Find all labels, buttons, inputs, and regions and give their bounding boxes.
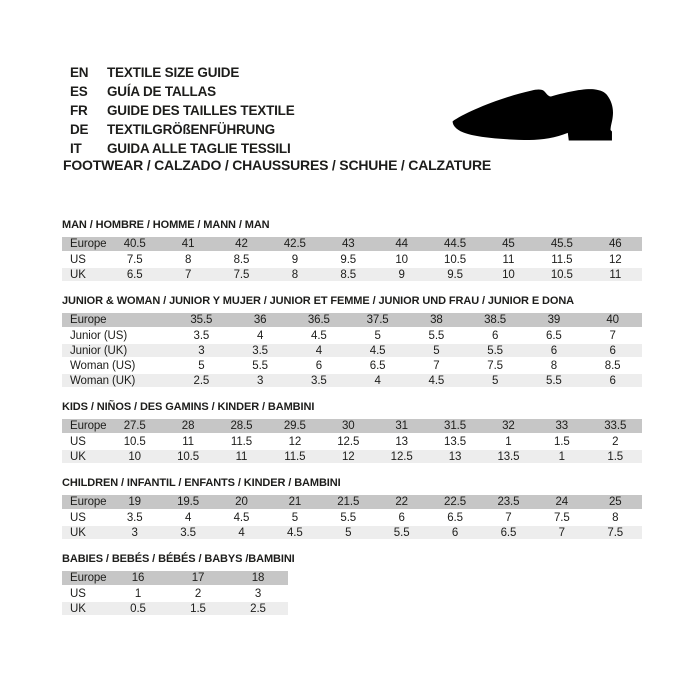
size-table-title: JUNIOR & WOMAN / JUNIOR Y MUJER / JUNIOR ET FEMME / JUNIOR UND FRAU / JUNIOR E DONA xyxy=(62,295,575,307)
size-cell: 17 xyxy=(168,571,228,586)
size-cell: 4.5 xyxy=(407,373,466,388)
size-cell: 10.5 xyxy=(161,449,214,464)
size-cell: 3.5 xyxy=(172,328,231,343)
table-row xyxy=(62,343,642,358)
size-cell: 45.5 xyxy=(535,237,588,252)
size-cell: 10 xyxy=(482,267,535,282)
size-cell: 1 xyxy=(482,434,535,449)
language-title-list xyxy=(70,63,295,158)
size-cell: 2 xyxy=(589,434,642,449)
size-cell: 2 xyxy=(168,586,228,601)
row-label-cell: Junior (US) xyxy=(62,328,172,343)
size-cell: 6 xyxy=(583,373,642,388)
size-cell: 11 xyxy=(161,434,214,449)
size-table-section-junior-woman xyxy=(62,295,642,389)
language-row xyxy=(70,139,295,158)
size-cell: 5.5 xyxy=(322,510,375,525)
size-cell: 8.5 xyxy=(583,358,642,373)
size-cell: 5.5 xyxy=(466,343,525,358)
size-cell: 5 xyxy=(322,525,375,540)
size-cell: 25 xyxy=(589,495,642,510)
size-cell: 7 xyxy=(161,267,214,282)
size-table-title: CHILDREN / INFANTIL / ENFANTS / KINDER / BAMBINI xyxy=(62,477,341,489)
size-cell: 6.5 xyxy=(482,525,535,540)
table-row xyxy=(62,373,642,388)
size-cell: 19 xyxy=(108,495,161,510)
size-cell: 22 xyxy=(375,495,428,510)
row-label-cell: US xyxy=(62,510,108,525)
size-cell: 6 xyxy=(375,510,428,525)
row-label-cell: Europe xyxy=(62,571,108,586)
size-cell: 28 xyxy=(161,419,214,434)
table-row xyxy=(62,237,642,252)
size-table-man xyxy=(62,237,642,283)
row-label-cell: Woman (UK) xyxy=(62,373,172,388)
size-cell: 9.5 xyxy=(428,267,481,282)
size-cell: 9 xyxy=(375,267,428,282)
size-cell: 11 xyxy=(215,449,268,464)
size-cell: 10 xyxy=(375,252,428,267)
table-row xyxy=(62,586,288,601)
size-cell: 2.5 xyxy=(172,373,231,388)
size-cell: 1 xyxy=(535,449,588,464)
size-cell: 22.5 xyxy=(428,495,481,510)
size-cell: 11 xyxy=(482,252,535,267)
language-title: TEXTILE SIZE GUIDE xyxy=(107,65,240,80)
size-cell: 12.5 xyxy=(375,449,428,464)
row-label-cell: Europe xyxy=(62,419,108,434)
size-cell: 43 xyxy=(322,237,375,252)
size-cell: 3.5 xyxy=(108,510,161,525)
size-cell: 11.5 xyxy=(268,449,321,464)
size-cell: 10.5 xyxy=(535,267,588,282)
size-cell: 11.5 xyxy=(535,252,588,267)
size-cell: 6 xyxy=(583,343,642,358)
size-cell: 1 xyxy=(108,586,168,601)
row-label-cell: US xyxy=(62,252,108,267)
size-cell: 44 xyxy=(375,237,428,252)
table-row xyxy=(62,495,642,510)
size-cell: 20 xyxy=(215,495,268,510)
size-cell: 10.5 xyxy=(108,434,161,449)
size-cell: 6.5 xyxy=(108,267,161,282)
size-cell: 4.5 xyxy=(348,343,407,358)
row-label-cell: Woman (US) xyxy=(62,358,172,373)
language-title: GUÍA DE TALLAS xyxy=(107,84,216,99)
size-cell: 12 xyxy=(589,252,642,267)
size-table-section-babies xyxy=(62,553,642,617)
size-cell: 40.5 xyxy=(108,237,161,252)
row-label-cell: UK xyxy=(62,449,108,464)
size-cell: 36.5 xyxy=(290,313,349,328)
size-cell: 13 xyxy=(428,449,481,464)
size-cell: 6 xyxy=(428,525,481,540)
size-cell: 4 xyxy=(348,373,407,388)
size-cell: 7.5 xyxy=(215,267,268,282)
size-table-section-children xyxy=(62,477,642,541)
size-cell: 8 xyxy=(268,267,321,282)
size-cell: 28.5 xyxy=(215,419,268,434)
size-cell: 7 xyxy=(535,525,588,540)
size-cell: 1.5 xyxy=(168,601,228,616)
language-row xyxy=(70,82,295,101)
size-cell: 38 xyxy=(407,313,466,328)
size-cell: 3 xyxy=(228,586,288,601)
size-cell: 12.5 xyxy=(322,434,375,449)
size-cell: 3.5 xyxy=(161,525,214,540)
size-cell: 23.5 xyxy=(482,495,535,510)
size-table-kids xyxy=(62,419,642,465)
size-cell: 3.5 xyxy=(231,343,290,358)
size-table-babies xyxy=(62,571,288,617)
size-table-title: BABIES / BEBÉS / BÉBÉS / BABYS /BAMBINI xyxy=(62,553,295,565)
size-cell: 30 xyxy=(322,419,375,434)
size-cell: 6 xyxy=(466,328,525,343)
size-cell: 4.5 xyxy=(268,525,321,540)
size-cell: 9.5 xyxy=(322,252,375,267)
size-cell: 46 xyxy=(589,237,642,252)
size-cell: 31.5 xyxy=(428,419,481,434)
size-cell: 5.5 xyxy=(231,358,290,373)
size-cell: 24 xyxy=(535,495,588,510)
table-row xyxy=(62,358,642,373)
size-cell: 8 xyxy=(589,510,642,525)
size-cell: 7 xyxy=(583,328,642,343)
row-label-cell: Junior (UK) xyxy=(62,343,172,358)
table-row xyxy=(62,571,288,586)
size-cell: 5 xyxy=(466,373,525,388)
size-cell: 37.5 xyxy=(348,313,407,328)
size-cell: 4.5 xyxy=(290,328,349,343)
size-cell: 8.5 xyxy=(322,267,375,282)
size-table-children xyxy=(62,495,642,541)
size-cell: 13 xyxy=(375,434,428,449)
size-table-section-man xyxy=(62,219,642,283)
size-cell: 38.5 xyxy=(466,313,525,328)
size-cell: 35.5 xyxy=(172,313,231,328)
size-cell: 7.5 xyxy=(466,358,525,373)
language-code: ES xyxy=(70,84,88,99)
size-cell: 6.5 xyxy=(348,358,407,373)
row-label-cell: Europe xyxy=(62,313,172,328)
table-row xyxy=(62,434,642,449)
row-label-cell: US xyxy=(62,586,108,601)
size-cell: 10.5 xyxy=(428,252,481,267)
size-cell: 1.5 xyxy=(535,434,588,449)
table-row xyxy=(62,328,642,343)
size-cell: 33.5 xyxy=(589,419,642,434)
size-cell: 13.5 xyxy=(482,449,535,464)
size-cell: 6.5 xyxy=(525,328,584,343)
size-cell: 45 xyxy=(482,237,535,252)
size-cell: 2.5 xyxy=(228,601,288,616)
table-row xyxy=(62,601,288,616)
size-cell: 5 xyxy=(172,358,231,373)
row-label-cell: UK xyxy=(62,525,108,540)
size-cell: 31 xyxy=(375,419,428,434)
size-cell: 4 xyxy=(290,343,349,358)
size-cell: 33 xyxy=(535,419,588,434)
size-cell: 6 xyxy=(290,358,349,373)
size-cell: 3 xyxy=(231,373,290,388)
language-title: GUIDE DES TAILLES TEXTILE xyxy=(107,103,295,118)
language-row xyxy=(70,63,295,82)
size-cell: 7.5 xyxy=(535,510,588,525)
size-cell: 11.5 xyxy=(215,434,268,449)
size-cell: 42 xyxy=(215,237,268,252)
size-cell: 4 xyxy=(215,525,268,540)
size-cell: 32 xyxy=(482,419,535,434)
size-cell: 4 xyxy=(231,328,290,343)
size-cell: 5 xyxy=(268,510,321,525)
language-title: GUIDA ALLE TAGLIE TESSILI xyxy=(107,141,291,156)
language-title: TEXTILGRÖßENFÜHRUNG xyxy=(107,122,275,137)
size-cell: 0.5 xyxy=(108,601,168,616)
size-cell: 5.5 xyxy=(407,328,466,343)
size-table-title: MAN / HOMBRE / HOMME / MANN / MAN xyxy=(62,219,270,231)
language-row xyxy=(70,101,295,120)
size-cell: 3 xyxy=(172,343,231,358)
size-cell: 13.5 xyxy=(428,434,481,449)
size-cell: 27.5 xyxy=(108,419,161,434)
size-cell: 16 xyxy=(108,571,168,586)
size-cell: 7 xyxy=(407,358,466,373)
size-cell: 7.5 xyxy=(589,525,642,540)
size-cell: 8 xyxy=(161,252,214,267)
size-cell: 44.5 xyxy=(428,237,481,252)
size-cell: 42.5 xyxy=(268,237,321,252)
size-cell: 11 xyxy=(589,267,642,282)
size-cell: 12 xyxy=(322,449,375,464)
size-cell: 21 xyxy=(268,495,321,510)
table-row xyxy=(62,525,642,540)
size-cell: 39 xyxy=(525,313,584,328)
size-cell: 36 xyxy=(231,313,290,328)
size-cell: 8.5 xyxy=(215,252,268,267)
shoe-icon xyxy=(443,72,635,164)
size-cell: 7 xyxy=(482,510,535,525)
size-cell: 41 xyxy=(161,237,214,252)
table-row xyxy=(62,252,642,267)
size-cell: 1.5 xyxy=(589,449,642,464)
size-cell: 5 xyxy=(407,343,466,358)
size-cell: 6 xyxy=(525,343,584,358)
row-label-cell: US xyxy=(62,434,108,449)
size-cell: 3.5 xyxy=(290,373,349,388)
row-label-cell: UK xyxy=(62,267,108,282)
size-cell: 40 xyxy=(583,313,642,328)
table-row xyxy=(62,449,642,464)
table-row xyxy=(62,419,642,434)
size-cell: 6.5 xyxy=(428,510,481,525)
language-code: IT xyxy=(70,141,82,156)
table-row xyxy=(62,313,642,328)
size-cell: 29.5 xyxy=(268,419,321,434)
size-cell: 18 xyxy=(228,571,288,586)
language-code: EN xyxy=(70,65,89,80)
size-cell: 10 xyxy=(108,449,161,464)
size-cell: 5.5 xyxy=(525,373,584,388)
table-row xyxy=(62,510,642,525)
size-tables xyxy=(62,219,642,629)
size-table-junior-woman xyxy=(62,313,642,389)
size-table-title: KIDS / NIÑOS / DES GAMINS / KINDER / BAMBINI xyxy=(62,401,315,413)
footwear-heading: FOOTWEAR / CALZADO / CHAUSSURES / SCHUHE / CALZATURE xyxy=(63,157,492,173)
size-cell: 7.5 xyxy=(108,252,161,267)
row-label-cell: UK xyxy=(62,601,108,616)
size-table-section-kids xyxy=(62,401,642,465)
size-cell: 21.5 xyxy=(322,495,375,510)
size-cell: 5.5 xyxy=(375,525,428,540)
size-cell: 9 xyxy=(268,252,321,267)
language-code: DE xyxy=(70,122,89,137)
size-cell: 3 xyxy=(108,525,161,540)
size-cell: 4.5 xyxy=(215,510,268,525)
size-cell: 4 xyxy=(161,510,214,525)
row-label-cell: Europe xyxy=(62,237,108,252)
language-code: FR xyxy=(70,103,88,118)
language-row xyxy=(70,120,295,139)
table-row xyxy=(62,267,642,282)
size-cell: 5 xyxy=(348,328,407,343)
size-cell: 8 xyxy=(525,358,584,373)
size-cell: 12 xyxy=(268,434,321,449)
size-cell: 19.5 xyxy=(161,495,214,510)
row-label-cell: Europe xyxy=(62,495,108,510)
